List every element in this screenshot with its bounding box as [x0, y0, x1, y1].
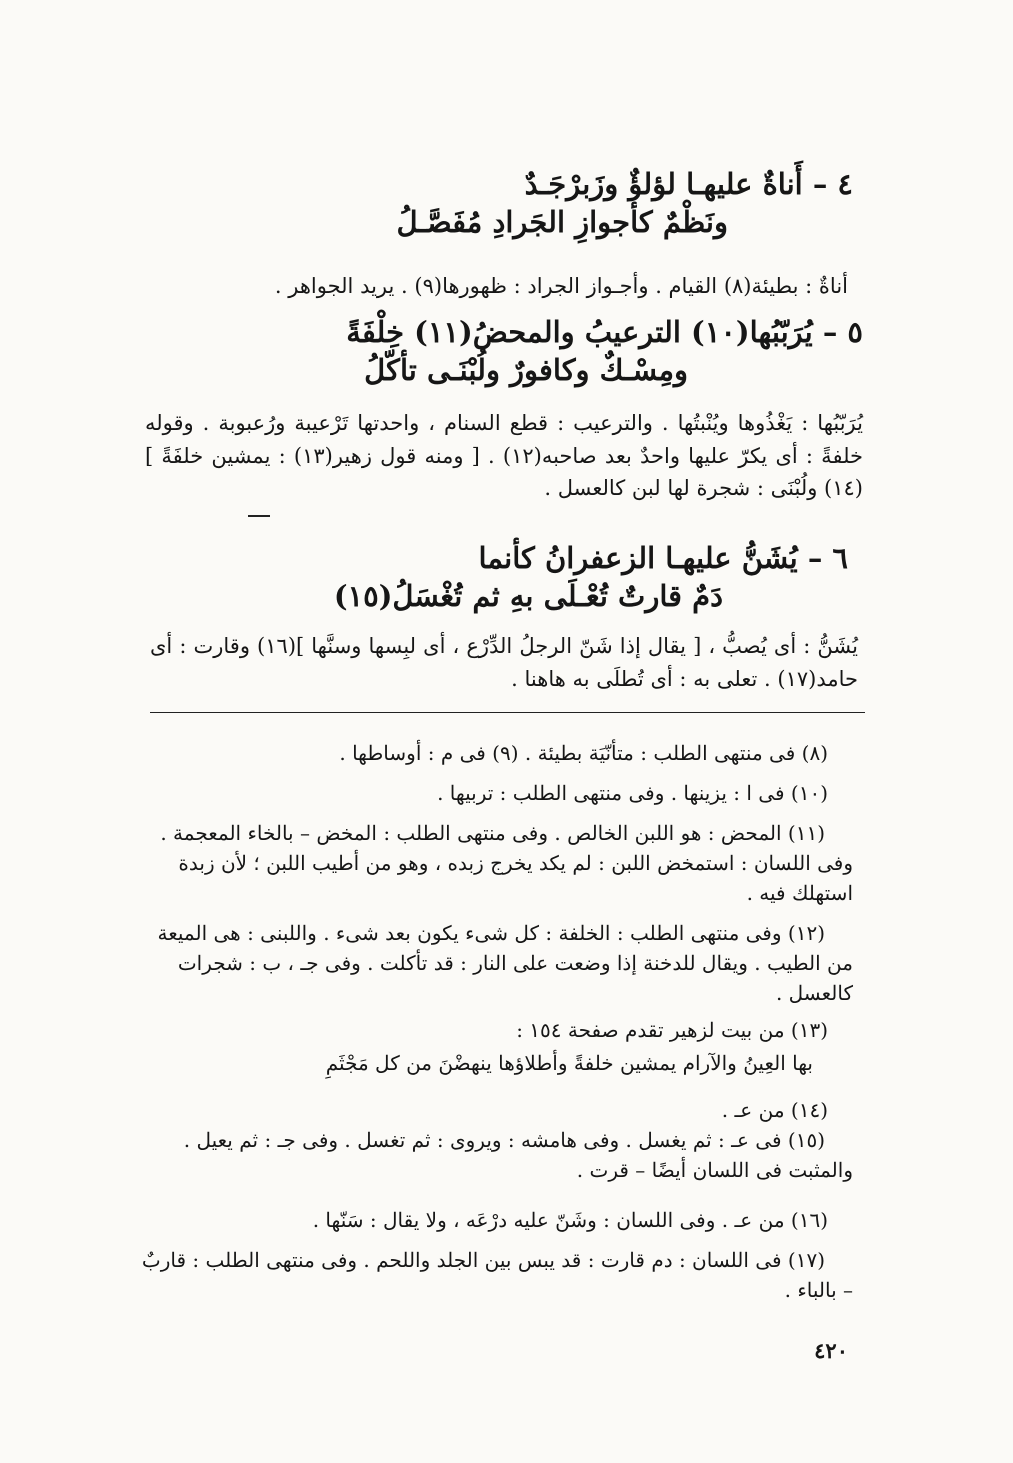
verse-6-line-2: دَمٌ قارتٌ تُعْـلَى بهِ ثم تُغْسَلُ(١٥) [333, 579, 723, 613]
verse-5-line-1: ٥ – يُرَبّبُها(١٠) الترعيبُ والمحضُ(١١) خِلْفَةً [346, 315, 863, 349]
verse-4-line-1: ٤ – أَناةٌ عليهـا لؤلؤٌ وزَبرْجَـدٌ [524, 167, 853, 201]
footnote-16: (١٦) من عـ . وفى اللسان : وشَنّ عليه درْعَه ، ولا يقال : سَنّها . [312, 1208, 828, 1232]
footnote-14: (١٤) من عـ . [721, 1098, 828, 1122]
gloss-verse-4: أناةٌ : بطيئة(٨) القيام . وأجـواز الجراد : ظهورها(٩) . يريد الجواهر . [274, 274, 848, 298]
separator-dash [248, 515, 270, 517]
gloss-verse-6: يُشَنُّ : أى يُصبُّ ، [ يقال إذا شَنّ الرجلُ الدِّرْع ، أى لبِسها وسنَّها ](١٦) وقارت : أى حامد(١٧) . تعلى به : أى تُطلَى به هاهنا . [150, 634, 858, 691]
footnote-8-9: (٨) فى منتهى الطلب : متأنّيَة بطيئة . (٩) فى م : أوساطها . [339, 741, 828, 765]
footnote-12: (١٢) وفى منتهى الطلب : الخلفة : كل شىء يكون بعد شىء . واللبنى : هى الميعة من الطيب . ويقال للدخنة إذا وضعت على النار : قد تأكلت . وفى جـ ، ب : شجرات كالعسل . [157, 921, 853, 1005]
footnote-11: (١١) المحض : هو اللبن الخالص . وفى منتهى الطلب : المخض – بالخاء المعجمة . وفى اللسان : استمخض اللبن : لم يكد يخرج زبده ، وهو من أطيب اللبن ؛ لأن زبدة استهلك فيه . [160, 821, 853, 905]
footnote-separator [150, 712, 865, 713]
verse-5-line-2: ومِسْـكٌ وكافورٌ ولُبْنَـى تأكّلُ [364, 353, 688, 387]
footnote-13-verse: بها العِينُ والآرام يمشين خلفةً وأطلاؤها ينهضْنَ من كل مَجْثَمِ [325, 1051, 813, 1075]
verse-4-line-2: ونَظْمٌ كأجوازِ الجَرادِ مُفَصَّـلُ [396, 205, 728, 239]
verse-6-line-1: ٦ – يُشَنُّ عليهـا الزعفرانُ كأنما [478, 541, 848, 575]
footnote-13: (١٣) من بيت لزهير تقدم صفحة ١٥٤ : [516, 1018, 828, 1042]
footnote-15: (١٥) فى عـ : ثم يغسل . وفى هامشه : ويروى : ثم تغسل . وفى جـ : ثم يعيل . والمثبت فى اللسان أيضًا – قرت . [183, 1128, 853, 1182]
footnote-17: (١٧) فى اللسان : دم قارت : قد يبس بين الجلد واللحم . وفى منتهى الطلب : قاربٌ – بالباء . [141, 1248, 853, 1302]
page-number: ٤٢٠ [814, 1338, 848, 1363]
footnote-10: (١٠) فى ا : يزينها . وفى منتهى الطلب : تربيها . [437, 781, 828, 805]
gloss-verse-5: يُرَبّبُها : يَغْذُوها ويُنْبتُها . والترعيب : قطع السنام ، واحدتها تَرْعيبة ورُعبوبة . وقوله خلفةً : أى يكرّ عليها واحدٌ بعد صاحبه(١٢) . [ ومنه قول زهير(١٣) : يمشين خلفَةً ](١٤) ولُبْنَى : شجرة لها لبن كالعسل . [145, 411, 863, 501]
